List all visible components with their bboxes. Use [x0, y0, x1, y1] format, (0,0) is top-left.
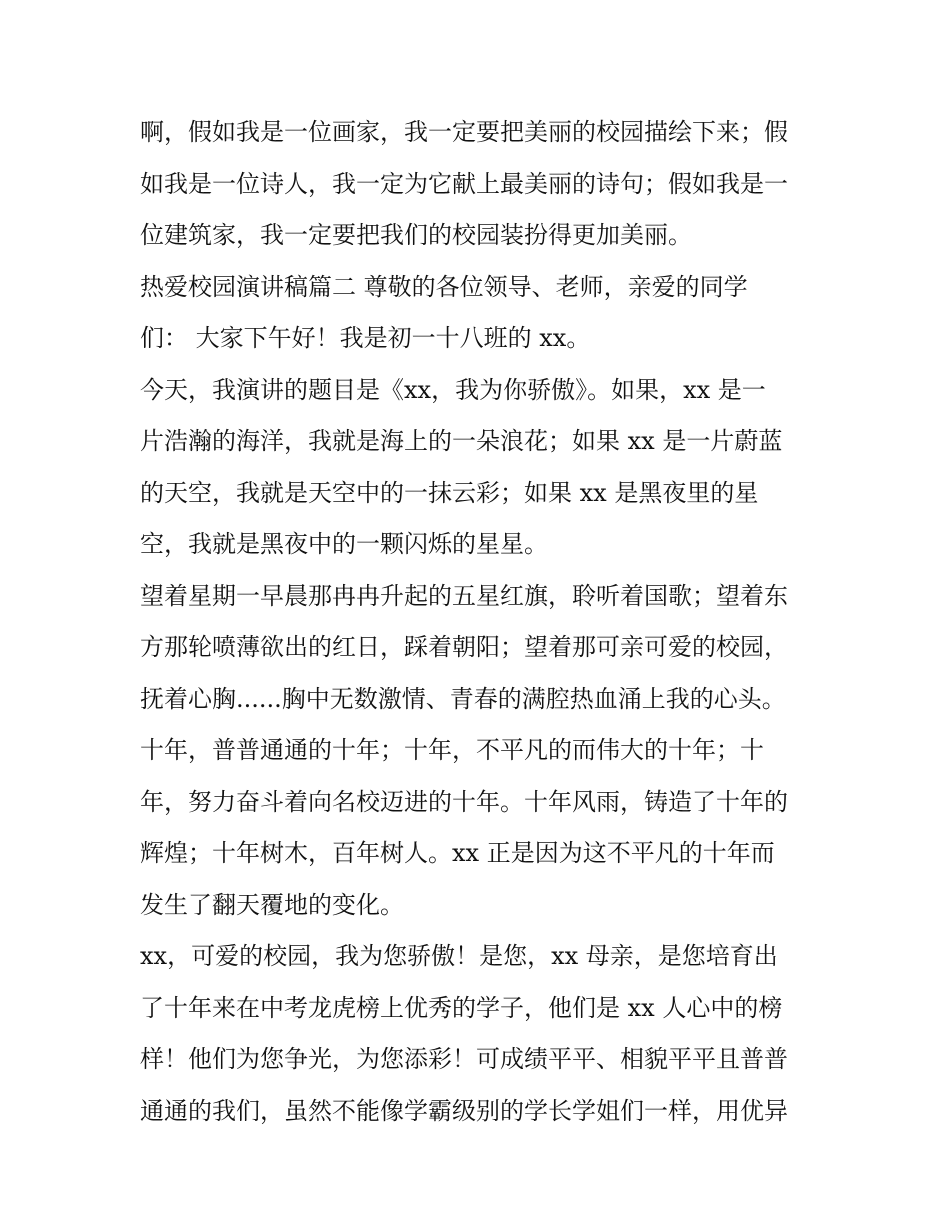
- text-line: 的天空，我就是天空中的一抹云彩；如果 xx 是黑夜里的星: [140, 478, 759, 507]
- text-line: 方那轮喷薄欲出的红日，踩着朝阳；望着那可亲可爱的校园，: [140, 633, 788, 661]
- text-line: 位建筑家，我一定要把我们的校园装扮得更加美丽。: [140, 221, 692, 249]
- text-line: 啊，假如我是一位画家，我一定要把美丽的校园描绘下来；假: [140, 118, 788, 146]
- text-line: 辉煌；十年树木，百年树人。xx 正是因为这不平凡的十年而: [140, 839, 775, 867]
- text-line: 十年，普普通通的十年；十年，不平凡的而伟大的十年；十: [140, 736, 764, 764]
- text-line: 年，努力奋斗着向名校迈进的十年。十年风雨，铸造了十年的: [140, 787, 788, 816]
- text-line: xx，可爱的校园，我为您骄傲！是您，xx 母亲，是您培育出: [140, 942, 778, 970]
- text-line: 如我是一位诗人，我一定为它献上最美丽的诗句；假如我是一: [140, 169, 788, 198]
- text-line: 望着星期一早晨那冉冉升起的五星红旗，聆听着国歌；望着东: [140, 581, 788, 610]
- text-line: 通通的我们，虽然不能像学霸级别的学长学姐们一样，用优异: [140, 1096, 788, 1125]
- text-line: 样！他们为您争光，为您添彩！可成绩平平、相貌平平且普普: [140, 1045, 788, 1073]
- text-line: 发生了翻天覆地的变化。: [140, 890, 404, 919]
- text-line: 们： 大家下午好！我是初一十八班的 xx。: [140, 324, 591, 352]
- text-line: 空，我就是黑夜中的一颗闪烁的星星。: [140, 530, 548, 558]
- text-line: 了十年来在中考龙虎榜上优秀的学子，他们是 xx 人心中的榜: [140, 993, 783, 1022]
- document-body: [140, 107, 830, 1137]
- text-line: 抚着心胸......胸中无数激情、青春的满腔热血涌上我的心头。: [140, 684, 786, 713]
- text-line: 今天，我演讲的题目是《xx，我为你骄傲》。如果，xx 是一: [140, 375, 766, 404]
- text-line: 热爱校园演讲稿篇二 尊敬的各位领导、老师，亲爱的同学: [140, 272, 748, 301]
- text-line: 片浩瀚的海洋，我就是海上的一朵浪花；如果 xx 是一片蔚蓝: [140, 427, 783, 455]
